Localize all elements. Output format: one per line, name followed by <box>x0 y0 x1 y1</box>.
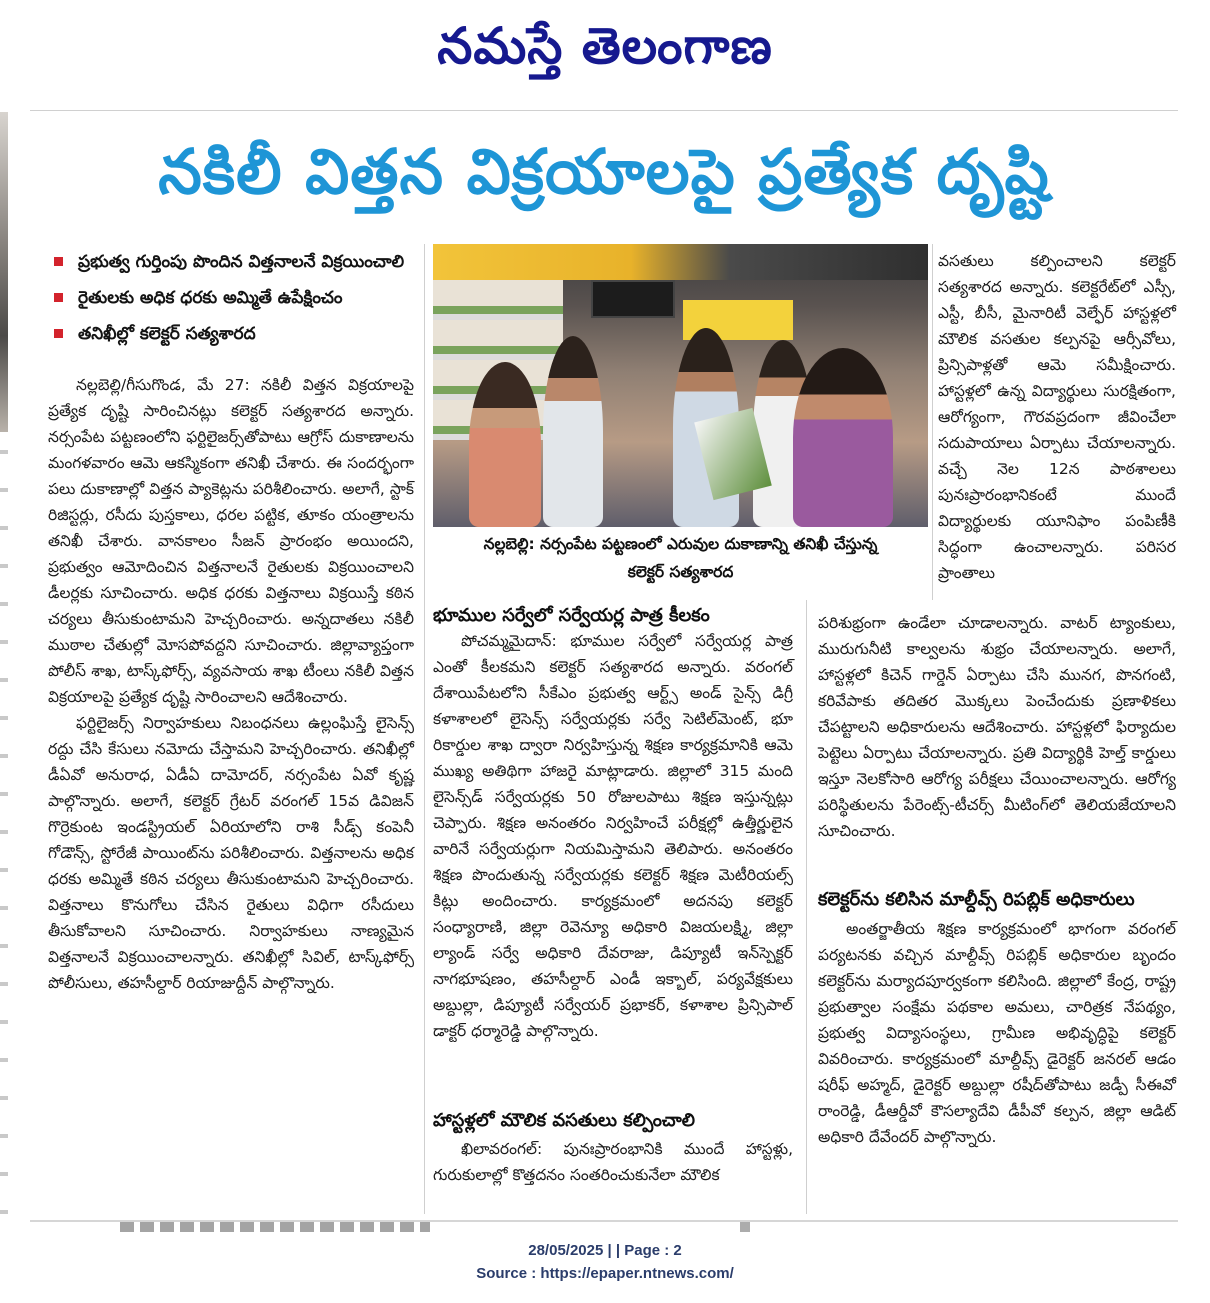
masthead-logo: నమస్తే తెలంగాణ <box>437 16 773 75</box>
caption-line: నల్లబెల్లి: నర్సంపేట పట్టణంలో ఎరువుల దుకాణాన్ని తనిఖీ చేస్తున్న <box>483 535 878 553</box>
shop-monitor <box>591 280 675 318</box>
adjacent-page-edge <box>0 112 8 1222</box>
next-article-fragment <box>120 1222 430 1232</box>
bullet-item: ప్రభుత్వ గుర్తింపు పొందిన విత్తనాలనే విక్రయించాలి <box>52 244 418 280</box>
photo-person <box>469 362 541 527</box>
photo-caption <box>433 530 928 586</box>
bullet-item: రైతులకు అధిక ధరకు అమ్మితే ఉపేక్షించం <box>52 280 418 316</box>
column-divider <box>932 244 933 600</box>
hostel-story-paragraph: పరిశుభ్రంగా ఉండేలా చూడాలన్నారు. వాటర్ ట్యాంకులు, మురుగునీటి కాల్వలను శుభ్రం చేయాలన్నారు. అలాగే, హాస్టళ్లలో కిచెన్ గార్డెన్ ఏర్పాటు చేసి మునగ, పొనగంటి, కరివేపాకు తదితర మొక్కలు పెంచేందుకు ప్రణాళికలు చేపట్టాలని అధికారులను ఆదేశించారు. హాస్టళ్లలో ఫిర్యాదుల పెట్టెలు ఏర్పాటు చేయాలన్నారు. ప్రతి విద్యార్థికి హెల్త్ కార్డులు ఇస్తూ నెలకోసారి ఆరోగ్య పరీక్షలు చేయించాలన్నారు. ఆరోగ్య పరిస్థితులను పేరెంట్స్-టీచర్స్ మీటింగ్‌లో తెలియజేయాలని సూచించారు. <box>818 614 1176 840</box>
adjacent-photo-sliver <box>0 112 8 432</box>
maldives-story-heading: కలెక్టర్‌ను కలిసిన మాల్దీవ్స్ రిపబ్లిక్ అధికారులు <box>818 889 1135 910</box>
survey-story-paragraph: పోచమ్మమైదాన్: భూముల సర్వేలో సర్వేయర్ల పాత్ర ఎంతో కీలకమని కలెక్టర్ సత్యశారద అన్నారు. వరంగల్ దేశాయిపేటలోని సీకేఎం ప్రభుత్వ ఆర్ట్స్ అండ్ సైన్స్ డిగ్రీ కళాశాలలో లైసెన్స్ సర్వేయర్లకు సర్వే సెటిల్‌మెంట్, భూ రికార్డుల శాఖ ద్వారా నిర్వహిస్తున్న శిక్షణ కార్యక్రమానికి ఆమె ముఖ్య అతిథిగా హాజరై మాట్లాడారు. జిల్లాలో 315 మంది లైసెన్స్‌డ్ సర్వేయర్లకు 50 రోజులపాటు శిక్షణ ఇస్తున్నట్లు చెప్పారు. శిక్షణ అనంతరం నిర్వహించే పరీక్షల్లో ఉత్తీర్ణులైన వారినే సర్వేయర్లుగా నియమిస్తామని తెలిపారు. అనంతరం శిక్షణ పొందుతున్న సర్వేయర్లకు కలెక్టర్ శిక్షణ మెటీరియల్స్ కిట్లు అందించారు. కార్యక్రమంలో అదనపు కలెక్టర్ సంధ్యారాణి, జిల్లా రెవెన్యూ అధికారి విజయలక్ష్మి, జిల్లా ల్యాండ్ సర్వే అధికారి దేవరాజు, డిప్యూటీ ఇన్‌స్పెక్టర్ నాగభూషణం, తహసీల్దార్ ఎండీ ఇక్బాల్, పర్యవేక్షకులు అబ్దుల్లా, డిప్యూటీ సర్వేయర్ ప్రభాకర్, కళాశాల ప్రిన్సిపాల్ డాక్టర్ ధర్మారెడ్డి పాల్గొన్నారు. <box>433 632 793 1040</box>
photo-person <box>543 336 603 527</box>
survey-story-column <box>433 628 793 1044</box>
hostel-story-continued-top <box>938 248 1176 586</box>
survey-story-heading: భూముల సర్వేలో సర్వేయర్ల పాత్ర కీలకం <box>433 605 710 626</box>
footer-date-page: 28/05/2025 | | Page : 2 <box>528 1242 682 1259</box>
footer-source-link[interactable]: Source : https://epaper.ntnews.com/ <box>476 1265 734 1282</box>
inspection-photo <box>433 244 928 527</box>
maldives-story-paragraph: అంతర్జాతీయ శిక్షణ కార్యక్రమంలో భాగంగా వరంగల్ పర్యటనకు వచ్చిన మాల్దీవ్స్ రిపబ్లిక్ అధికారుల బృందం కలెక్టర్‌ను మర్యాదపూర్వకంగా కలిసింది. జిల్లాలో కేంద్ర, రాష్ట్ర ప్రభుత్వాల సంక్షేమ పథకాల అమలు, చారిత్రక నేపథ్యం, ప్రభుత్వ విద్యాసంస్థలు, గ్రామీణ అభివృద్ధిపై కలెక్టర్ వివరించారు. కార్యక్రమంలో మాల్దీవ్స్ డైరెక్టర్ జనరల్ ఆడం షరీఫ్ అహ్మద్, డైరెక్టర్ అబ్దుల్లా రషీద్‌తోపాటు జడ్పీ సీఈవో రాంరెడ్డి, డీఆర్డీవో కౌసల్యాదేవి డీపీవో కల్పన, జిల్లా ఆడిట్ అధికారి దేవేందర్ పాల్గొన్నారు. <box>818 920 1176 1146</box>
shop-signboard <box>433 244 928 280</box>
maldives-story-column <box>818 916 1176 1150</box>
top-divider <box>30 110 1178 111</box>
column-divider <box>806 600 807 1214</box>
next-article-fragment <box>740 1222 750 1232</box>
highlight-bullets <box>52 244 418 352</box>
main-story-paragraph: నల్లబెల్లి/గీసుగొండ, మే 27: నకిలీ విత్తన విక్రయాలపై ప్రత్యేక దృష్టి సారించినట్లు కలెక్టర్ సత్యశారద అన్నారు. నర్సంపేట పట్టణంలోని ఫర్టిలైజర్స్‌తోపాటు ఆగ్రోస్ దుకాణాలను మంగళవారం ఆమె ఆకస్మికంగా తనిఖీ చేశారు. ఈ సందర్భంగా పలు దుకాణాల్లో విత్తన ప్యాకెట్లను పరిశీలించారు. అలాగే, స్టాక్ రిజిస్టర్లు, రసీదు పుస్తకాలు, ధరల పట్టిక, తూకం యంత్రాలను తనిఖీ చేశారు. వానకాలం సీజన్ ప్రారంభం అయిందని, ప్రభుత్వం ఆమోదించిన విత్తనాలనే రైతులకు విక్రయించాలని డీలర్లకు సూచించారు. అధిక ధరకు విత్తనాలు విక్రయిస్తే కఠిన చర్యలు తీసుకుంటామని హెచ్చరించారు. అన్నదాతలు నకిలీ ముఠాల చేతుల్లో మోసపోవద్దని సూచించారు. జిల్లావ్యాప్తంగా పోలీస్ శాఖ, టాస్క్‌ఫోర్స్, వ్యవసాయ శాఖ టీంలు నకిలీ విత్తన విక్రయాలపై ప్రత్యేక దృష్టి సారించాలని ఆదేశించారు. <box>48 376 414 706</box>
photo-person <box>793 348 893 527</box>
article-headline: నకిలీ విత్తన విక్రయాలపై ప్రత్యేక దృష్టి <box>158 135 1050 208</box>
hostel-story-heading: హాస్టళ్లలో మౌలిక వసతులు కల్పించాలి <box>433 1110 695 1131</box>
caption-line: కలెక్టర్ సత్యశారద <box>627 563 734 581</box>
hostel-story-continued-lower <box>818 610 1176 844</box>
hostel-story-paragraph: ఖిలావరంగల్: పునఃప్రారంభానికి ముందే హాస్టళ్లు, గురుకులాల్లో కొత్తదనం సంతరించుకునేలా మౌలిక <box>433 1140 793 1184</box>
main-story-paragraph: ఫర్టిలైజర్స్ నిర్వాహకులు నిబంధనలు ఉల్లంఘిస్తే లైసెన్స్ రద్దు చేసి కేసులు నమోదు చేస్తామని హెచ్చరించారు. తనిఖీల్లో డీఏవో అనురాధ, ఏడీఏ దామోదర్, నర్సంపేట ఏవో కృష్ణ పాల్గొన్నారు. అలాగే, కలెక్టర్ గ్రేటర్ వరంగల్ 15వ డివిజన్ గొర్రెకుంట ఇండస్ట్రియల్ ఏరియాలోని రాశి సీడ్స్ కంపెనీ గోడౌన్స్, స్టోరేజీ పాయింట్‌ను పరిశీలించారు. విత్తనాలను అధిక ధరకు అమ్మితే కఠిన చర్యలు తీసుకుంటామని హెచ్చరించారు. విత్తనాలు కొనుగోలు చేసిన రైతులు విధిగా రసీదులు తీసుకోవాలని సూచించారు. నిర్వాహకులు నాణ్యమైన విత్తనాలనే విక్రయించాలన్నారు. తనిఖీల్లో సివిల్, టాస్క్‌ఫోర్స్ పోలీసులు, తహసీల్దార్ రియాజుద్దీన్ పాల్గొన్నారు. <box>48 714 414 992</box>
hostel-story-start <box>433 1136 793 1188</box>
hostel-story-paragraph: వసతులు కల్పించాలని కలెక్టర్ సత్యశారద అన్నారు. కలెక్టరేట్‌లో ఎస్సీ, ఎస్టీ, బీసీ, మైనారిటీ వెల్ఫేర్ హాస్టళ్లలో మౌలిక వసతుల కల్పనపై ఆర్సీవోలు, ప్రిన్సిపాళ్లతో ఆమె సమీక్షించారు. హాస్టళ్లలో ఉన్న విద్యార్థులు సురక్షితంగా, ఆరోగ్యంగా, గౌరవప్రదంగా జీవించేలా సదుపాయాలు ఏర్పాటు చేయాలన్నారు. వచ్చే నెల 12న పాఠశాలలు పునఃప్రారంభానికంటే ముందే విద్యార్థులకు యూనిఫాం పంపిణీకి సిద్ధంగా ఉంచాలన్నారు. పరిసర ప్రాంతాలు <box>938 252 1176 582</box>
bullet-item: తనిఖీల్లో కలెక్టర్ సత్యశారద <box>52 316 418 352</box>
main-story-column <box>48 372 414 996</box>
column-divider <box>424 244 425 1214</box>
